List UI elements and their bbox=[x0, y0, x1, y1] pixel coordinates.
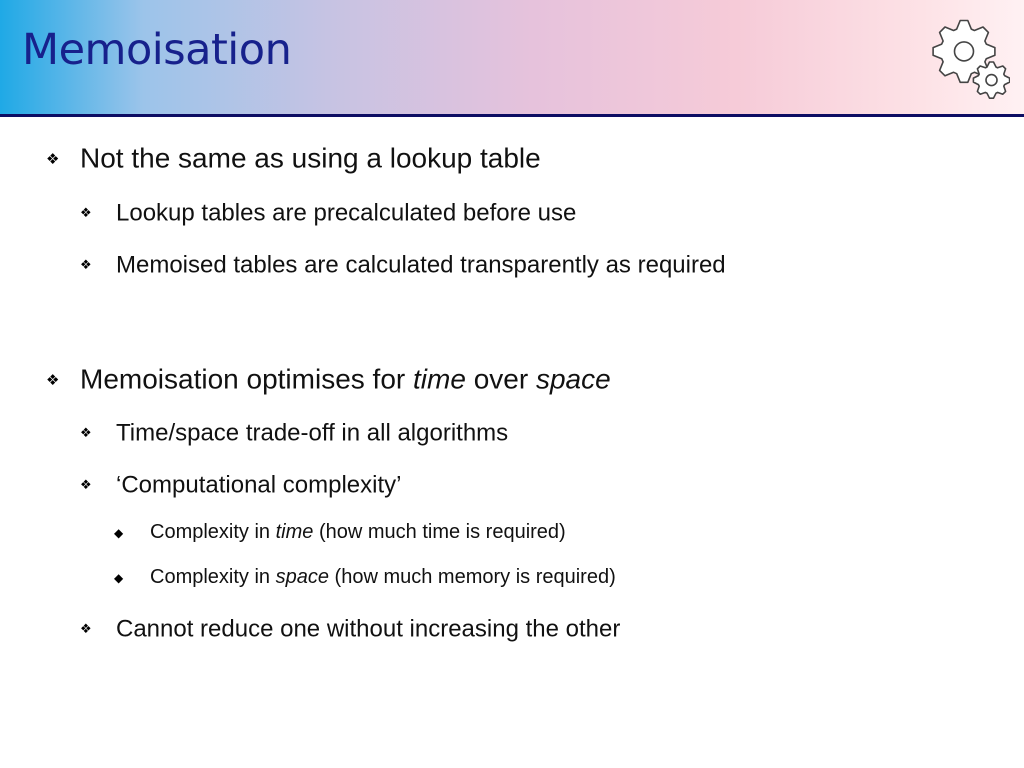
bullet-text: Memoisation optimises for time over space bbox=[80, 363, 611, 395]
bullet-text: Time/space trade-off in all algorithms bbox=[116, 419, 509, 447]
slide-title: Memoisation bbox=[22, 25, 292, 75]
bullet-item bbox=[46, 141, 541, 175]
diamond-bullet-icon: ❖ bbox=[80, 426, 92, 442]
bullet-text: Memoised tables are calculated transparently as required bbox=[116, 251, 726, 279]
diamond-bullet-icon: ❖ bbox=[80, 622, 92, 638]
sub-sub-bullet-item bbox=[114, 521, 566, 544]
emphasis-time: time bbox=[275, 521, 314, 544]
bullet-text: Complexity in space (how much memory is required) bbox=[150, 566, 616, 589]
bullet-text: ‘Computational complexity’ bbox=[116, 471, 402, 499]
sub-bullet-item bbox=[80, 419, 508, 448]
diamond-bullet-icon: ❖ bbox=[46, 149, 60, 168]
emphasis-space: space bbox=[275, 566, 329, 589]
bullet-text: Not the same as using a lookup table bbox=[80, 142, 541, 174]
sub-bullet-item bbox=[80, 471, 401, 500]
bullet-text: Cannot reduce one without increasing the other bbox=[116, 615, 621, 643]
bullet-item bbox=[46, 362, 611, 396]
diamond-bullet-icon: ❖ bbox=[80, 258, 92, 274]
emphasis-time: time bbox=[413, 363, 466, 395]
sub-sub-bullet-item bbox=[114, 566, 616, 589]
solid-diamond-bullet-icon: ◆ bbox=[114, 570, 124, 585]
diamond-bullet-icon: ❖ bbox=[80, 478, 92, 494]
diamond-bullet-icon: ❖ bbox=[46, 370, 60, 389]
solid-diamond-bullet-icon: ◆ bbox=[114, 525, 124, 540]
emphasis-space: space bbox=[535, 363, 611, 395]
bullet-text: Complexity in time (how much time is required) bbox=[150, 521, 566, 544]
bullet-text: Lookup tables are precalculated before use bbox=[116, 199, 577, 227]
sub-bullet-item bbox=[80, 251, 726, 280]
diamond-bullet-icon: ❖ bbox=[80, 206, 92, 222]
sub-bullet-item bbox=[80, 199, 576, 228]
sub-bullet-item bbox=[80, 615, 620, 644]
